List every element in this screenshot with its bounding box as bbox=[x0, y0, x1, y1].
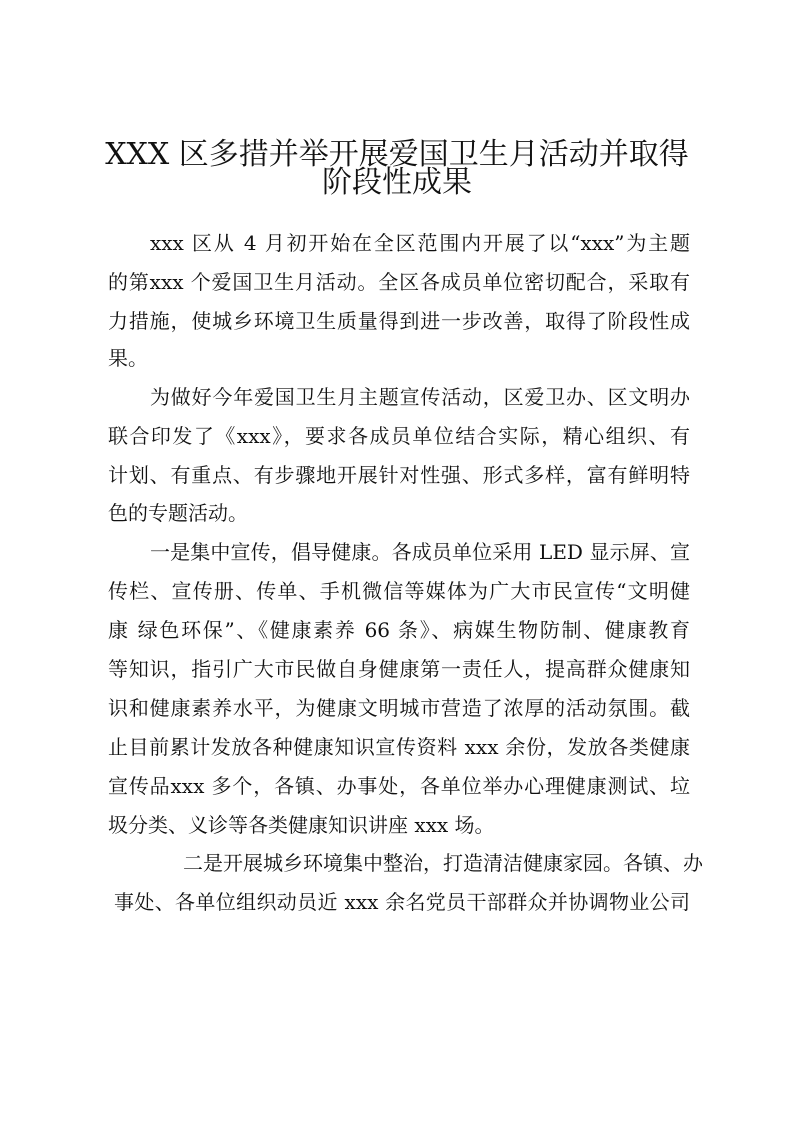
text-line: 果。 bbox=[108, 346, 148, 370]
text-line: 二是开展城乡环境集中整治，打造清洁健康家园。各镇、办 bbox=[183, 851, 703, 875]
document-title-line-1: XXX 区多措并举开展爱国卫生月活动并取得 bbox=[105, 137, 689, 172]
text-line: 宣传品xxx 多个，各镇、办事处，各单位举办心理健康测试、垃 bbox=[108, 774, 690, 798]
text-line: 识和健康素养水平，为健康文明城市营造了浓厚的活动氛围。截 bbox=[108, 696, 690, 720]
text-line: 传栏、宣传册、传单、手机微信等媒体为广大市民宣传“文明健 bbox=[108, 579, 690, 603]
text-line: 等知识，指引广大市民做自身健康第一责任人，提高群众健康知 bbox=[108, 657, 690, 681]
text-line: 止目前累计发放各种健康知识宣传资料 xxx 余份，发放各类健康 bbox=[108, 735, 690, 759]
text-line: 色的专题活动。 bbox=[108, 501, 248, 525]
text-line: 联合印发了《xxx》，要求各成员单位结合实际，精心组织、有 bbox=[108, 424, 690, 448]
text-line: xxx 区从 4 月初开始在全区范围内开展了以“xxx”为主题 bbox=[150, 231, 690, 255]
text-line: 的第xxx 个爱国卫生月活动。全区各成员单位密切配合，采取有 bbox=[108, 270, 690, 294]
document-title-line-2: 阶段性成果 bbox=[322, 165, 472, 200]
text-line: 事处、各单位组织动员近 xxx 余名党员干部群众并协调物业公司 bbox=[114, 890, 690, 914]
text-line: 为做好今年爱国卫生月主题宣传活动，区爱卫办、区文明办 bbox=[150, 385, 690, 409]
text-line: 计划、有重点、有步骤地开展针对性强、形式多样，富有鲜明特 bbox=[108, 463, 690, 487]
text-line: 力措施，使城乡环境卫生质量得到进一步改善，取得了阶段性成 bbox=[108, 309, 690, 333]
text-line: 一是集中宣传，倡导健康。各成员单位采用 LED 显示屏、宣 bbox=[150, 540, 690, 564]
text-line: 圾分类、义诊等各类健康知识讲座 xxx 场。 bbox=[108, 813, 495, 837]
text-line: 康 绿色环保”、《健康素养 66 条》、病媒生物防制、健康教育 bbox=[108, 618, 690, 642]
